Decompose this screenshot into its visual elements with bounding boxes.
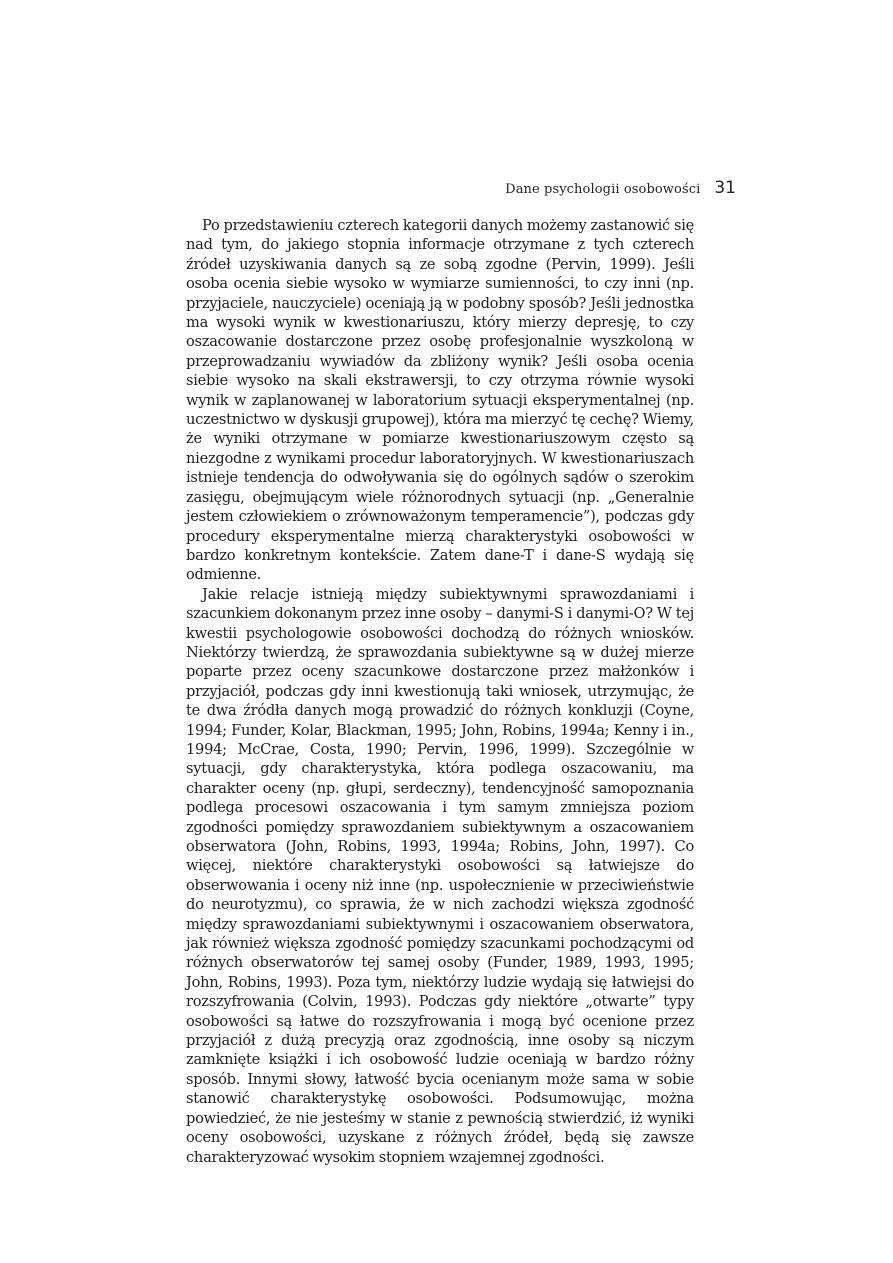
running-head xyxy=(184,178,736,200)
paragraph-1: Po przedstawieniu czterech kategorii danych możemy zastanowić się nad tym, do jakiego stopnia informacje otrzymane z tych czterech źródeł uzyskiwania danych są ze sobą zgodne (Pervin, 1999). Jeśli osoba ocenia siebie wysoko w wymiarze sumienności, to czy inni (np. przyjaciele, nauczyciele) oceniają ją w podobny sposób? Jeśli jednostka ma wysoki wynik w kwestionariuszu, który mierzy depresję, to czy oszacowanie dostarczone przez osobę profesjonalnie wyszkoloną w przeprowadzaniu wywiadów da zbliżony wynik? Jeśli osoba ocenia siebie wysoko na skali ekstrawersji, to czy otrzyma równie wysoki wynik w zaplanowanej w laboratorium sytuacji eksperymentalnej (np. uczestnictwo w dyskusji grupowej), która ma mierzyć tę cechę? Wiemy, że wyniki otrzymane w pomiarze kwestionariuszowym często są niezgodne z wynikami procedur laboratoryjnych. W kwestionariuszach istnieje tendencja do odwoływania się do ogólnych sądów o szerokim zasięgu, obejmującym wiele różnorodnych sytuacji (np. „Generalnie jestem człowiekiem o zrównoważonym temperamencie”), podczas gdy procedury eksperymentalne mierzą charakterystyki osobowości w bardzo konkretnym kontekście. Zatem dane-T i dane-S wydają się odmienne. xyxy=(186,217,694,584)
page-number: 31 xyxy=(714,178,736,198)
running-title: Dane psychologii osobowości xyxy=(505,182,701,197)
paragraph-2: Jakie relacje istnieją między subiektywnymi sprawozdaniami i szacunkiem dokonanym przez inne osoby – danymi-S i danymi-O? W tej kwestii psychologowie osobowości dochodzą do różnych wniosków. Niektórzy twierdzą, że sprawozdania subiektywne są w dużej mierze poparte przez oceny szacunkowe dostarczone przez małżonków i przyjaciół, podczas gdy inni kwestionują taki wniosek, utrzymując, że te dwa źródła danych mogą prowadzić do różnych konkluzji (Coyne, 1994; Funder, Kolar, Blackman, 1995; John, Robins, 1994a; Kenny i in., 1994; McCrae, Costa, 1990; Pervin, 1996, 1999). Szczególnie w sytuacji, gdy charakterystyka, która podlega oszacowaniu, ma charakter oceny (np. głupi, serdeczny), tendencyjność samopoznania podlega procesowi oszacowania i tym samym zmniejsza poziom zgodności pomiędzy sprawozdaniem subiektywnym a oszacowaniem obserwatora (John, Robins, 1993, 1994a; Robins, John, 1997). Co więcej, niektóre charakterystyki osobowości są łatwiejsze do obserwowania i oceny niż inne (np. uspołecznienie w przeciwieństwie do neurotyzmu), co sprawia, że w nich zachodzi większa zgodność między sprawozdaniami subiektywnymi i oszacowaniem obserwatora, jak również większa zgodność pomiędzy szacunkami pochodzącymi od różnych obserwatorów tej samej osoby (Funder, 1989, 1993, 1995; John, Robins, 1993). Poza tym, niektórzy ludzie wydają się łatwiejsi do rozszyfrowania (Colvin, 1993). Podczas gdy niektóre „otwarte” typy osobowości są łatwe do rozszyfrowania i mogą być ocenione przez przyjaciół z dużą precyzją oraz zgodnością, inne osoby są niczym zamknięte książki i ich osobowość ludzie oceniają w bardzo różny sposób. Innymi słowy, łatwość bycia ocenianym może sama w sobie stanowić charakterystykę osobowości. Podsumowując, można powiedzieć, że nie jesteśmy w stanie z pewnością stwierdzić, iż wyniki oceny osobowości, uzyskane z różnych źródeł, będą się zawsze charakteryzować wysokim stopniem wzajemnej zgodności. xyxy=(186,585,694,1166)
body-text xyxy=(186,216,694,1167)
